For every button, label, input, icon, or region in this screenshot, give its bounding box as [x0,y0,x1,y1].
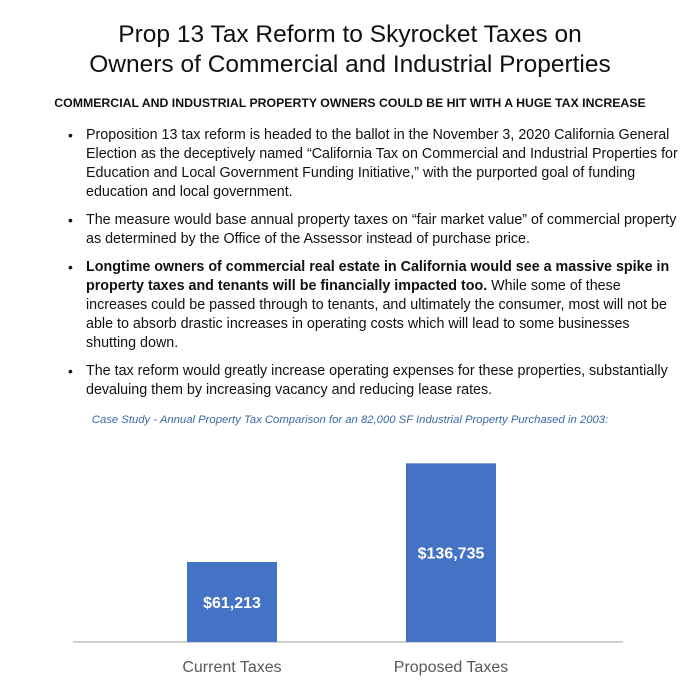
section-subheading: COMMERCIAL AND INDUSTRIAL PROPERTY OWNERS COULD BE HIT WITH A HUGE TAX INCREASE [54,96,646,110]
bar-value-label: $136,735 [417,545,485,563]
bullet-item [68,126,683,202]
chart-title: Case Study - Annual Property Tax Comparison for an 82,000 SF Industrial Property Purchased in 2003: [91,414,609,426]
bullet-item [68,211,683,249]
bullet-list [68,126,683,409]
x-tick-label: Current Taxes [182,659,282,676]
page-title [0,20,700,80]
bullet-text-bold: Longtime owners of commercial real estate in California would see a massive spike in property taxes and tenants will be financially impacted too. [86,259,670,294]
bullet-text: While some of these increases could be passed through to tenants, and ultimately the consumer, most will not be able to absorb drastic increases in operating costs which will lead to some businesses shutting down. [86,278,667,351]
title-line-2: Owners of Commercial and Industrial Properties [89,51,611,78]
bullet-item [68,258,683,353]
bullet-item [68,362,683,400]
bullet-text: The tax reform would greatly increase operating expenses for these properties, substantially devaluing them by increasing vacancy and reducing lease rates. [86,363,668,398]
title-line-1: Prop 13 Tax Reform to Skyrocket Taxes on [118,21,582,48]
bar-chart [0,430,700,686]
bullet-text: Proposition 13 tax reform is headed to the ballot in the November 3, 2020 California General Election as the deceptively named “California Tax on Commercial and Industrial Properties for Education and Local Government Funding Initiative,” with the purported goal of funding education and local government. [86,127,678,200]
bar-value-label: $61,213 [203,595,261,613]
x-tick-label: Proposed Taxes [393,659,509,676]
bullet-text: The measure would base annual property taxes on “fair market value” of commercial property as determined by the Office of the Assessor instead of purchase price. [86,212,677,247]
